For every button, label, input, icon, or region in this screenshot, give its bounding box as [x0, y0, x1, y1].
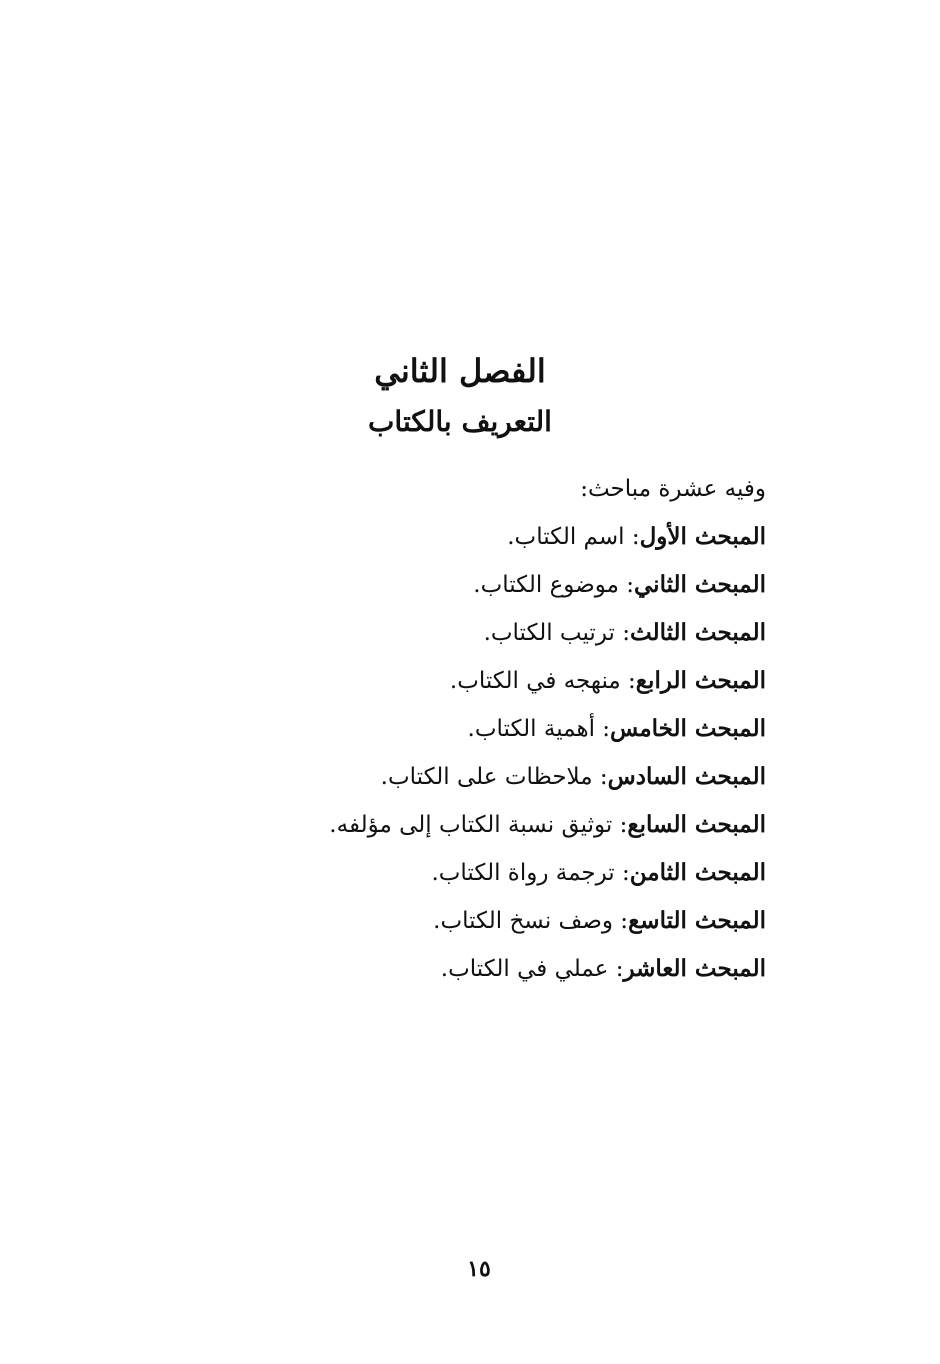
section-item [206, 561, 766, 609]
section-item [206, 705, 766, 753]
section-item [206, 945, 766, 993]
sections-list [206, 513, 766, 993]
section-label: المبحث العاشر [623, 955, 766, 982]
chapter-subtitle: التعريف بالكتاب [368, 405, 552, 438]
section-label: المبحث الأول [639, 523, 766, 550]
section-item [206, 657, 766, 705]
section-title: ترجمة رواة الكتاب. [431, 860, 615, 886]
section-label: المبحث الثاني [634, 571, 766, 598]
section-title: ترتيب الكتاب. [483, 620, 615, 646]
section-separator: : [613, 908, 629, 934]
section-label: المبحث الثامن [629, 859, 766, 886]
section-item [206, 897, 766, 945]
section-item [206, 513, 766, 561]
section-label: المبحث الرابع [635, 667, 766, 694]
section-title: منهجه في الكتاب. [449, 668, 621, 694]
section-item [206, 609, 766, 657]
section-separator: : [620, 668, 636, 694]
section-label: المبحث الثالث [629, 619, 766, 646]
section-separator: : [594, 716, 611, 742]
section-separator: : [608, 956, 624, 982]
section-label: المبحث الخامس [610, 715, 766, 742]
section-separator: : [614, 620, 630, 646]
section-label: المبحث التاسع [628, 907, 766, 934]
chapter-title: الفصل الثاني [374, 352, 546, 390]
section-separator: : [592, 764, 608, 790]
section-item [206, 801, 766, 849]
section-separator: : [612, 812, 628, 838]
section-separator: : [618, 572, 634, 598]
page-number: ١٥ [467, 1256, 491, 1282]
section-title: اسم الكتاب. [507, 524, 625, 550]
section-title: ملاحظات على الكتاب. [380, 764, 593, 790]
section-separator: : [614, 860, 630, 886]
section-label: المبحث السادس [607, 763, 766, 790]
section-title: عملي في الكتاب. [440, 956, 609, 982]
section-title: موضوع الكتاب. [473, 572, 619, 598]
section-label: المبحث السابع [627, 811, 766, 838]
chapter-contents [206, 466, 766, 993]
section-title: وصف نسخ الكتاب. [433, 908, 613, 934]
section-separator: : [624, 524, 640, 550]
section-title: توثيق نسبة الكتاب إلى مؤلفه. [329, 812, 613, 838]
section-title: أهمية الكتاب. [467, 716, 595, 742]
intro-line: وفيه عشرة مباحث: [580, 476, 766, 502]
section-item [206, 753, 766, 801]
section-item [206, 849, 766, 897]
